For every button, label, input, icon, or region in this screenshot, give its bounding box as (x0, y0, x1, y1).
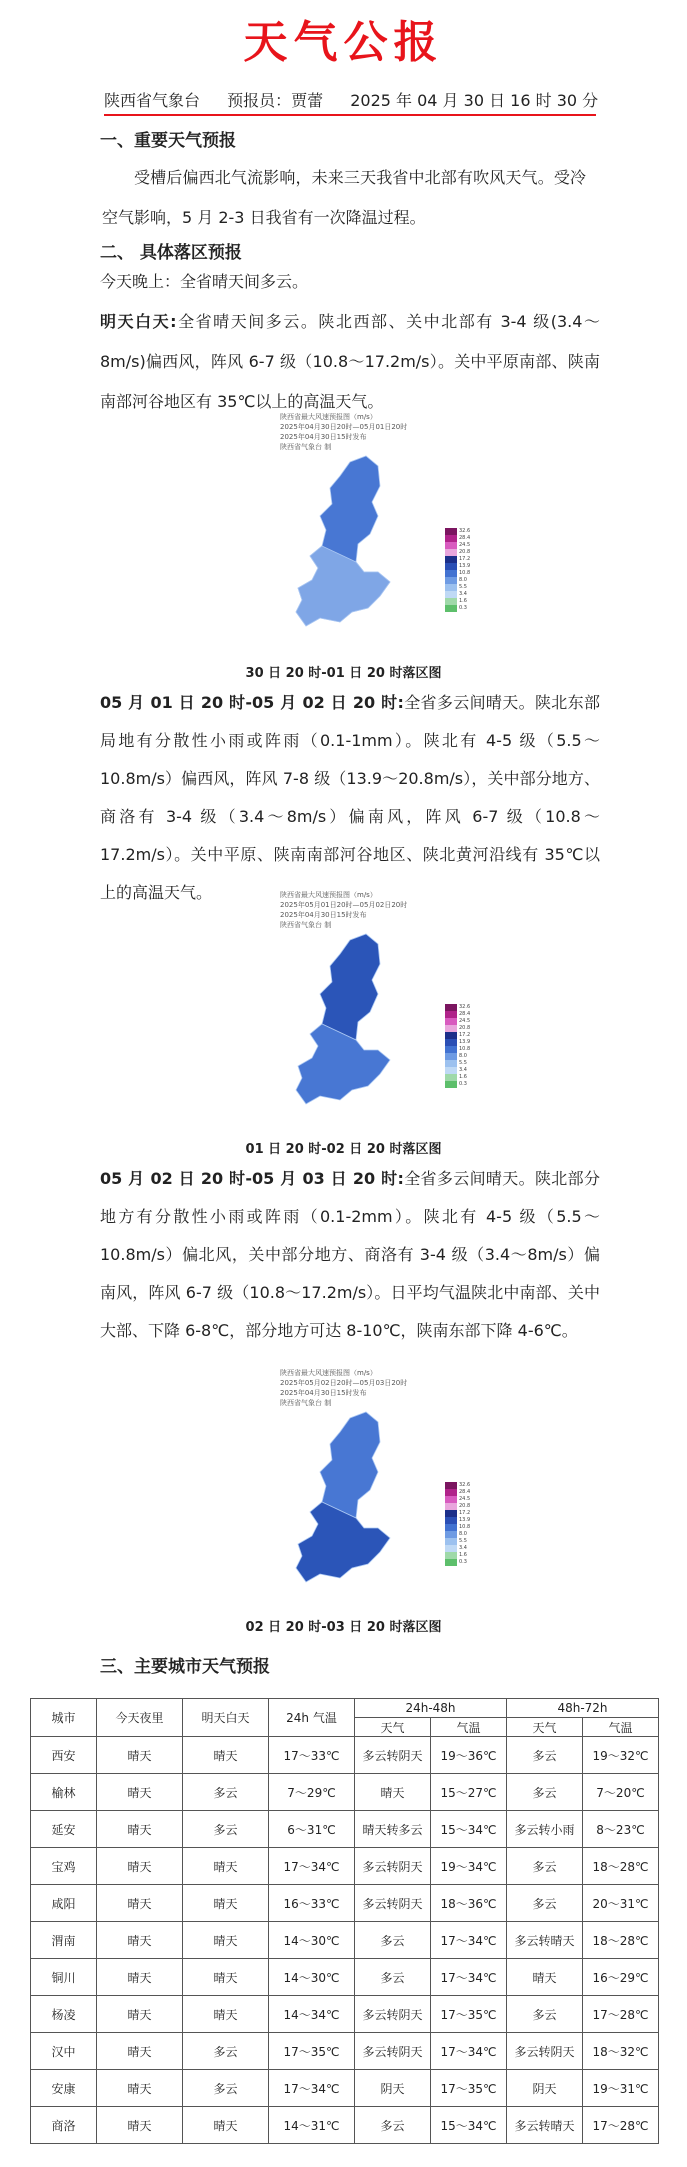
cell-temp-72: 17～28℃ (583, 1996, 659, 2033)
legend-swatch (445, 528, 457, 535)
cell-tonight: 晴天 (97, 1774, 183, 1811)
cell-tomorrow: 晴天 (183, 1996, 269, 2033)
header-tomorrow: 明天白天 (183, 1699, 269, 1737)
cell-temp-48: 15～34℃ (431, 1811, 507, 1848)
cell-temp-48: 17～35℃ (431, 2070, 507, 2107)
legend-swatch (445, 1538, 457, 1545)
legend-label: 0.3 (459, 1081, 467, 1087)
cell-weather-48: 多云转阴天 (355, 2033, 431, 2070)
section-heading-3: 三、主要城市天气预报 (100, 1657, 270, 1677)
legend-label: 5.5 (459, 584, 467, 590)
legend-label: 20.8 (459, 549, 471, 555)
cell-weather-72: 多云转小雨 (507, 1811, 583, 1848)
cell-city: 汉中 (31, 2033, 97, 2070)
cell-weather-72: 多云 (507, 1737, 583, 1774)
cell-temp-48: 19～34℃ (431, 1848, 507, 1885)
cell-city: 铜川 (31, 1959, 97, 1996)
day2-label: 05 月 01 日 20 时-05 月 02 日 20 时: (100, 693, 404, 712)
legend-swatch (445, 1531, 457, 1538)
issuer-time: 2025 年 04 月 30 日 16 时 30 分 (350, 91, 599, 110)
day3-label: 05 月 02 日 20 时-05 月 03 日 20 时: (100, 1169, 404, 1188)
legend-label: 3.4 (459, 1545, 467, 1551)
header-24-48h: 24h-48h (355, 1699, 507, 1718)
legend-label: 8.0 (459, 577, 467, 583)
map-2-legend (445, 1004, 471, 1088)
cell-temp-72: 19～31℃ (583, 2070, 659, 2107)
legend-label: 20.8 (459, 1025, 471, 1031)
cell-temp-72: 17～28℃ (583, 2107, 659, 2144)
legend-label: 17.2 (459, 1032, 471, 1038)
cell-tomorrow: 多云 (183, 2033, 269, 2070)
cell-tomorrow: 晴天 (183, 1922, 269, 1959)
header-temp-72: 气温 (583, 1718, 659, 1737)
legend-swatch (445, 1074, 457, 1081)
legend-swatch (445, 591, 457, 598)
day2-paragraph (100, 684, 600, 912)
cell-temp-48: 17～34℃ (431, 1922, 507, 1959)
legend-swatch (445, 1032, 457, 1039)
cell-weather-72: 多云 (507, 1885, 583, 1922)
legend-swatch (445, 584, 457, 591)
legend-label: 8.0 (459, 1531, 467, 1537)
cell-temp-72: 20～31℃ (583, 1885, 659, 1922)
header-tonight: 今天夜里 (97, 1699, 183, 1737)
legend-swatch (445, 542, 457, 549)
legend-swatch (445, 1018, 457, 1025)
legend-label: 1.6 (459, 1552, 467, 1558)
legend-swatch (445, 1039, 457, 1046)
cell-temp24: 6～31℃ (269, 1811, 355, 1848)
day3-paragraph (100, 1160, 600, 1350)
cell-tonight: 晴天 (97, 2107, 183, 2144)
cell-temp-48: 15～27℃ (431, 1774, 507, 1811)
legend-label: 10.8 (459, 570, 471, 576)
cell-temp24: 14～34℃ (269, 1996, 355, 2033)
city-forecast-table (30, 1698, 659, 2144)
cell-temp24: 17～35℃ (269, 2033, 355, 2070)
legend-swatch (445, 556, 457, 563)
legend-swatch (445, 1510, 457, 1517)
table-row (31, 1811, 659, 1848)
legend-swatch (445, 1053, 457, 1060)
cell-weather-72: 多云 (507, 1996, 583, 2033)
map-1-caption: 30 日 20 时-01 日 20 时落区图 (245, 666, 442, 681)
cell-temp24: 14～30℃ (269, 1959, 355, 1996)
day1-label: 明天白天: (100, 312, 177, 331)
map-3 (240, 1368, 455, 1628)
cell-tomorrow: 多云 (183, 1811, 269, 1848)
header-weather-48: 天气 (355, 1718, 431, 1737)
day1-paragraph (100, 302, 600, 422)
legend-swatch (445, 1517, 457, 1524)
issuer-office: 陕西省气象台 (104, 91, 201, 110)
cell-temp24: 17～34℃ (269, 2070, 355, 2107)
cell-tonight: 晴天 (97, 1811, 183, 1848)
table-row (31, 1885, 659, 1922)
table-row (31, 1996, 659, 2033)
legend-swatch (445, 549, 457, 556)
legend-label: 5.5 (459, 1060, 467, 1066)
table-row (31, 1737, 659, 1774)
map-2-image (240, 890, 455, 1150)
cell-weather-72: 阴天 (507, 2070, 583, 2107)
cell-weather-48: 阴天 (355, 2070, 431, 2107)
cell-weather-48: 晴天转多云 (355, 1811, 431, 1848)
cell-tonight: 晴天 (97, 1848, 183, 1885)
legend-label: 28.4 (459, 1011, 471, 1017)
map-3-legend (445, 1482, 471, 1566)
legend-label: 32.6 (459, 1482, 471, 1488)
legend-label: 17.2 (459, 556, 471, 562)
legend-label: 13.9 (459, 563, 471, 569)
cell-tonight: 晴天 (97, 1996, 183, 2033)
cell-city: 宝鸡 (31, 1848, 97, 1885)
cell-temp-48: 17～34℃ (431, 1959, 507, 1996)
legend-swatch (445, 535, 457, 542)
cell-tonight: 晴天 (97, 1737, 183, 1774)
cell-city: 咸阳 (31, 1885, 97, 1922)
cell-temp24: 17～33℃ (269, 1737, 355, 1774)
legend-swatch (445, 1067, 457, 1074)
cell-temp24: 7～29℃ (269, 1774, 355, 1811)
cell-city: 榆林 (31, 1774, 97, 1811)
cell-weather-72: 多云转晴天 (507, 1922, 583, 1959)
issuer-line (104, 88, 599, 116)
section-heading-1: 一、重要天气预报 (100, 131, 236, 151)
cell-tonight: 晴天 (97, 1959, 183, 1996)
legend-swatch (445, 605, 457, 612)
legend-swatch (445, 563, 457, 570)
legend-label: 10.8 (459, 1046, 471, 1052)
cell-city: 安康 (31, 2070, 97, 2107)
cell-tonight: 晴天 (97, 1885, 183, 1922)
day3-text: 全省多云间晴天。陕北部分地方有分散性小雨或阵雨（0.1-2mm）。陕北有 4-5 级（5.5～10.8m/s）偏北风，关中部分地方、商洛有 3-4 级（3.4～8m/s）偏南风，阵风 6-7 级（10.8～17.2m/s）。日平均气温陕北中南部、关中大部、下降 6-8℃，部分地方可达 8-10℃，陕南东部下降 4-6℃。 (100, 1169, 600, 1340)
cell-weather-72: 多云转晴天 (507, 2107, 583, 2144)
legend-swatch (445, 1503, 457, 1510)
cell-weather-72: 晴天 (507, 1959, 583, 1996)
legend-swatch (445, 1559, 457, 1566)
cell-tonight: 晴天 (97, 2070, 183, 2107)
cell-city: 西安 (31, 1737, 97, 1774)
cell-city: 延安 (31, 1811, 97, 1848)
cell-temp24: 14～30℃ (269, 1922, 355, 1959)
legend-label: 8.0 (459, 1053, 467, 1059)
legend-swatch (445, 570, 457, 577)
map-3-caption: 02 日 20 时-03 日 20 时落区图 (245, 1620, 442, 1635)
legend-label: 24.5 (459, 1018, 471, 1024)
legend-swatch (445, 1496, 457, 1503)
cell-weather-72: 多云 (507, 1774, 583, 1811)
legend-swatch (445, 1011, 457, 1018)
cell-temp-72: 7～20℃ (583, 1774, 659, 1811)
legend-label: 24.5 (459, 542, 471, 548)
cell-tomorrow: 晴天 (183, 1885, 269, 1922)
legend-label: 1.6 (459, 1074, 467, 1080)
legend-label: 28.4 (459, 535, 471, 541)
map-3-header: 陕西省最大风速预报图（m/s） 2025年05月02日20时—05月03日20时 2025年04月30日15时发布 陕西省气象台 制 (280, 1369, 408, 1407)
map-2-header: 陕西省最大风速预报图（m/s） 2025年05月01日20时—05月02日20时 2025年04月30日15时发布 陕西省气象台 制 (280, 891, 408, 929)
cell-weather-48: 多云转阴天 (355, 1996, 431, 2033)
cell-city: 杨凌 (31, 1996, 97, 2033)
legend-swatch (445, 1060, 457, 1067)
day1-text: 全省晴天间多云。陕北西部、关中北部有 3-4 级(3.4～8m/s)偏西风，阵风 6-7 级（10.8～17.2m/s）。关中平原南部、陕南南部河谷地区有 35℃以上的高温天气。 (100, 312, 600, 411)
cell-weather-48: 多云 (355, 1959, 431, 1996)
section-1-text: 受槽后偏西北气流影响，未来三天我省中北部有吹风天气。受冷空气影响，5 月 2-3 日我省有一次降温过程。 (102, 168, 586, 227)
map-1 (240, 412, 455, 672)
legend-label: 0.3 (459, 1559, 467, 1565)
legend-swatch (445, 577, 457, 584)
cell-temp-72: 18～28℃ (583, 1848, 659, 1885)
legend-swatch (445, 598, 457, 605)
map-1-image (240, 412, 455, 672)
cell-tonight: 晴天 (97, 1922, 183, 1959)
legend-label: 17.2 (459, 1510, 471, 1516)
cell-temp-48: 17～34℃ (431, 2033, 507, 2070)
legend-label: 3.4 (459, 1067, 467, 1073)
cell-weather-48: 多云转阴天 (355, 1848, 431, 1885)
cell-tomorrow: 晴天 (183, 2107, 269, 2144)
city-table-body (31, 1737, 659, 2144)
cell-temp-48: 19～36℃ (431, 1737, 507, 1774)
map-1-header: 陕西省最大风速预报图（m/s） 2025年04月30日20时—05月01日20时 2025年04月30日15时发布 陕西省气象台 制 (280, 413, 408, 451)
header-temp-48: 气温 (431, 1718, 507, 1737)
table-row (31, 1848, 659, 1885)
cell-weather-48: 多云转阴天 (355, 1737, 431, 1774)
legend-label: 32.6 (459, 1004, 471, 1010)
map-2-caption: 01 日 20 时-02 日 20 时落区图 (245, 1142, 442, 1157)
cell-tomorrow: 多云 (183, 2070, 269, 2107)
cell-weather-48: 晴天 (355, 1774, 431, 1811)
legend-swatch (445, 1046, 457, 1053)
legend-swatch (445, 1489, 457, 1496)
legend-label: 13.9 (459, 1039, 471, 1045)
legend-labels (459, 528, 471, 611)
cell-temp24: 14～31℃ (269, 2107, 355, 2144)
header-temp24: 24h 气温 (269, 1699, 355, 1737)
legend-labels (459, 1004, 471, 1087)
header-48-72h: 48h-72h (507, 1699, 659, 1718)
cell-weather-72: 多云转阴天 (507, 2033, 583, 2070)
cell-tomorrow: 晴天 (183, 1848, 269, 1885)
legend-swatch (445, 1545, 457, 1552)
day2-text: 全省多云间晴天。陕北东部局地有分散性小雨或阵雨（0.1-1mm）。陕北有 4-5 级（5.5～10.8m/s）偏西风，阵风 7-8 级（13.9～20.8m/s），关中部分地方、商洛有 3-4 级（3.4～8m/s）偏南风，阵风 6-7 级（10.8～17.2m/s）。关中平原、陕南南部河谷地区、陕北黄河沿线有 35℃以上的高温天气。 (100, 693, 600, 902)
legend-label: 20.8 (459, 1503, 471, 1509)
cell-city: 渭南 (31, 1922, 97, 1959)
section-heading-2: 二、 具体落区预报 (100, 243, 242, 263)
cell-weather-48: 多云 (355, 2107, 431, 2144)
cell-city: 商洛 (31, 2107, 97, 2144)
table-row (31, 2070, 659, 2107)
cell-temp-72: 16～29℃ (583, 1959, 659, 1996)
cell-weather-48: 多云 (355, 1922, 431, 1959)
map-3-image (240, 1368, 455, 1628)
cell-temp-48: 15～34℃ (431, 2107, 507, 2144)
cell-temp-72: 18～32℃ (583, 2033, 659, 2070)
legend-label: 0.3 (459, 605, 467, 611)
cell-temp24: 16～33℃ (269, 1885, 355, 1922)
header-city: 城市 (31, 1699, 97, 1737)
map-1-legend (445, 528, 471, 612)
cell-temp-48: 18～36℃ (431, 1885, 507, 1922)
issuer-forecaster: 预报员：贾蕾 (227, 91, 324, 110)
legend-label: 3.4 (459, 591, 467, 597)
tonight-text: 今天晚上：全省晴天间多云。 (100, 272, 309, 291)
legend-swatch (445, 1524, 457, 1531)
cell-temp-48: 17～35℃ (431, 1996, 507, 2033)
legend-swatch (445, 1025, 457, 1032)
cell-weather-72: 多云 (507, 1848, 583, 1885)
table-row (31, 1774, 659, 1811)
header-weather-72: 天气 (507, 1718, 583, 1737)
legend-label: 24.5 (459, 1496, 471, 1502)
table-row (31, 2033, 659, 2070)
cell-temp-72: 8～23℃ (583, 1811, 659, 1848)
legend-label: 5.5 (459, 1538, 467, 1544)
table-row (31, 1959, 659, 1996)
map-2 (240, 890, 455, 1150)
legend-swatch (445, 1552, 457, 1559)
legend-label: 28.4 (459, 1489, 471, 1495)
legend-labels (459, 1482, 471, 1565)
cell-tomorrow: 多云 (183, 1774, 269, 1811)
cell-temp24: 17～34℃ (269, 1848, 355, 1885)
legend-label: 32.6 (459, 528, 471, 534)
legend-swatch (445, 1004, 457, 1011)
cell-tomorrow: 晴天 (183, 1737, 269, 1774)
cell-tomorrow: 晴天 (183, 1959, 269, 1996)
page-title: 天气公报 (243, 17, 444, 68)
table-row (31, 2107, 659, 2144)
legend-label: 1.6 (459, 598, 467, 604)
legend-label: 10.8 (459, 1524, 471, 1530)
cell-weather-48: 多云转阴天 (355, 1885, 431, 1922)
cell-temp-72: 18～28℃ (583, 1922, 659, 1959)
legend-label: 13.9 (459, 1517, 471, 1523)
cell-tonight: 晴天 (97, 2033, 183, 2070)
legend-swatch (445, 1482, 457, 1489)
cell-temp-72: 19～32℃ (583, 1737, 659, 1774)
table-row (31, 1922, 659, 1959)
legend-swatch (445, 1081, 457, 1088)
